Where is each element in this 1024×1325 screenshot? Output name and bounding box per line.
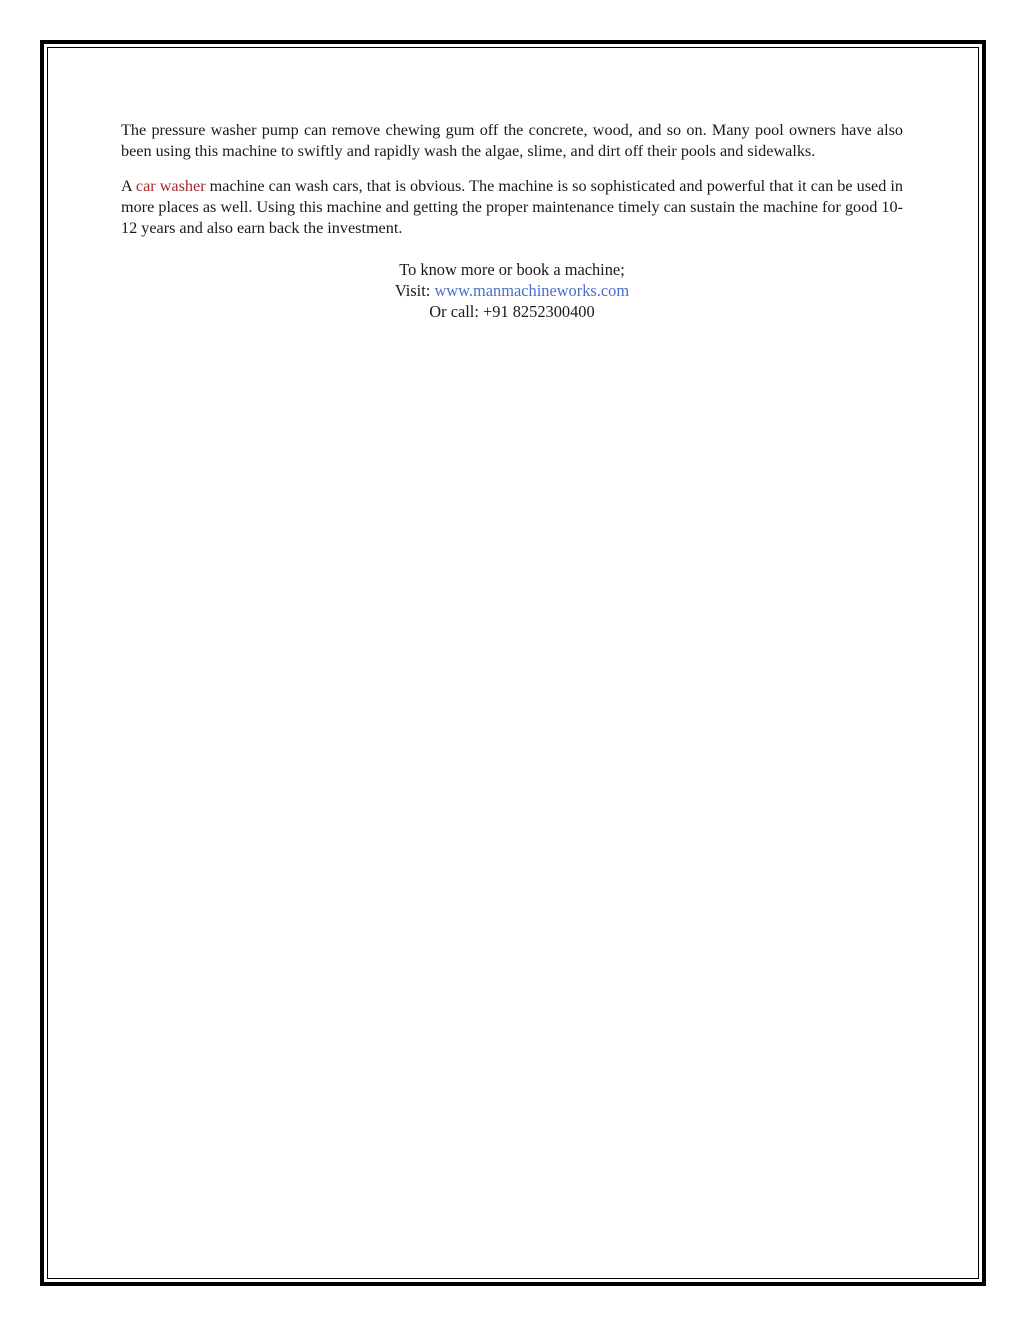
contact-visit-line [121,280,903,301]
visit-label: Visit: [394,281,435,300]
website-link[interactable]: www.manmachineworks.com [434,281,630,300]
paragraph-car-washer [121,176,903,239]
contact-phone: Or call: +91 8252300400 [429,302,595,321]
document-body [121,120,903,322]
contact-intro: To know more or book a machine; [399,260,625,279]
contact-block [121,259,903,322]
paragraph-text: machine can wash cars, that is obvious. The machine is so sophisticated and powerful that it can be used in more places as well. Using this machine and getting the proper maintenance timely can sustain the machine for good 10-12 years and also earn back the investment. [121,177,903,237]
car-washer-link[interactable]: car washer [135,177,206,195]
paragraph-prefix: A [121,177,136,195]
paragraph-pressure-washer: The pressure washer pump can remove chewing gum off the concrete, wood, and so on. Many pool owners have also been using this machine to swiftly and rapidly wash the algae, slime, and dirt off their pools and sidewalks. [121,121,903,160]
